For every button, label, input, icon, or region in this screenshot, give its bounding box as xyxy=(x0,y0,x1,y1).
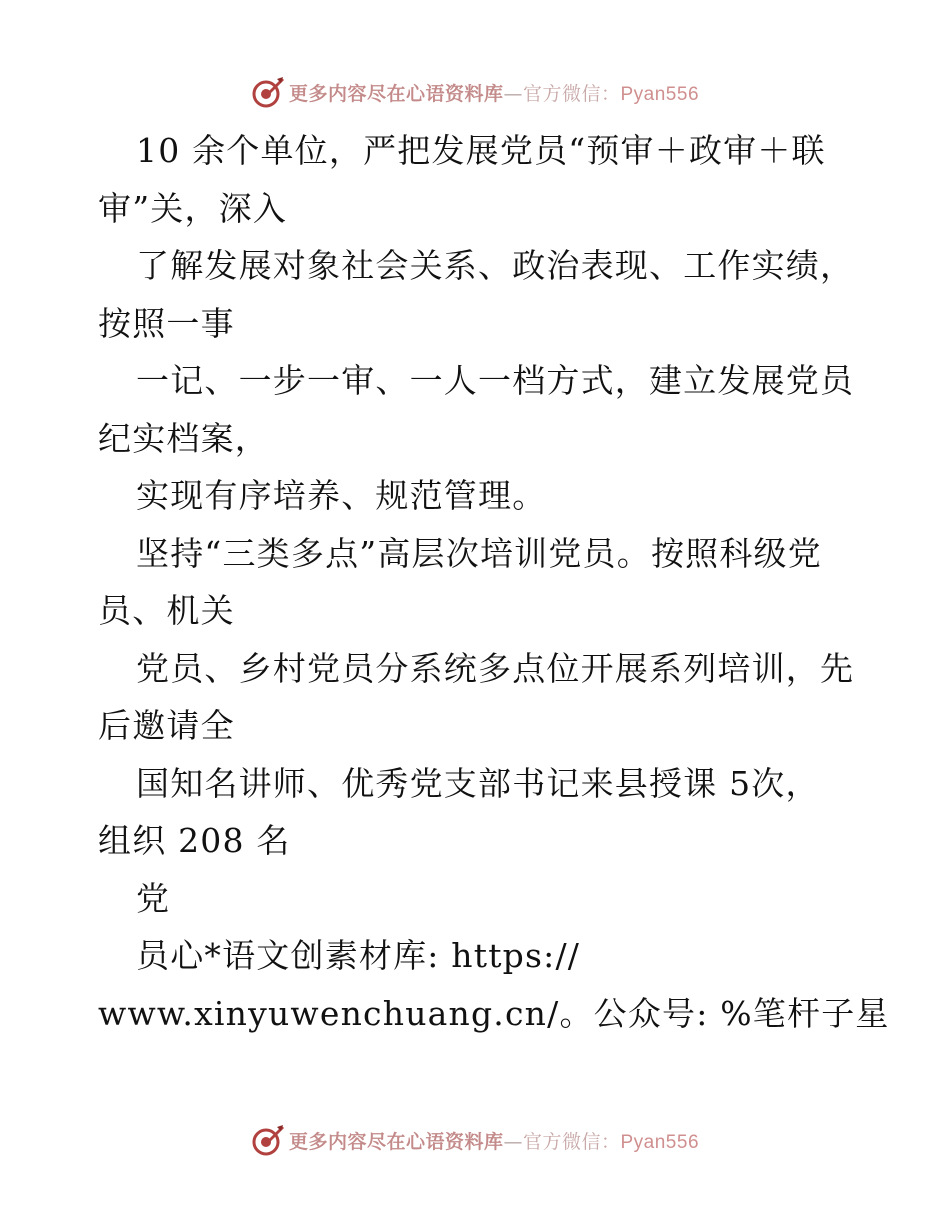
header-watermark xyxy=(0,72,950,112)
text-line: 10 余个单位，严把发展党员“预审＋政审＋联 xyxy=(136,131,826,170)
watermark-wechat-id: Pyan556 xyxy=(620,83,700,105)
text-line: 组织 208 名 xyxy=(98,821,291,860)
text-line: 党员、乡村党员分系统多点位开展系列培训，先 xyxy=(136,648,855,688)
text-line: 党 xyxy=(136,878,171,918)
text-line: 按照一事 xyxy=(98,303,235,343)
watermark-text xyxy=(289,79,699,106)
watermark-official-label: 官方微信： xyxy=(522,82,621,105)
text-line: 一记、一步一审、一人一档方式，建立发展党员 xyxy=(136,361,855,400)
watermark-official-label: 官方微信： xyxy=(522,1130,621,1153)
watermark-brand: 更多内容尽在心语资料库 xyxy=(288,1130,504,1153)
footer-watermark xyxy=(0,1120,950,1160)
text-line: 纪实档案， xyxy=(98,418,269,458)
watermark-text xyxy=(289,1127,699,1154)
text-line: 实现有序培养、规范管理。 xyxy=(136,476,547,515)
text-line: 员心*语文创素材库: https:// xyxy=(136,936,581,975)
quill-seal-icon xyxy=(251,1123,285,1157)
watermark-brand: 更多内容尽在心语资料库 xyxy=(288,82,504,105)
watermark-separator: — xyxy=(503,82,523,105)
quill-seal-icon xyxy=(251,75,285,109)
text-line: 员、机关 xyxy=(98,591,235,630)
text-line: 坚持“三类多点”高层次培训党员。按照科级党 xyxy=(136,533,822,573)
watermark-separator: — xyxy=(503,1130,523,1153)
text-line: 了解发展对象社会关系、政治表现、工作实绩， xyxy=(136,246,855,285)
watermark-wechat-id: Pyan556 xyxy=(620,1131,700,1153)
text-line: www.xinyuwenchuang.cn/。公众号: %笔杆子星 xyxy=(98,993,890,1033)
text-line: 国知名讲师、优秀党支部书记来县授课 5次， xyxy=(136,763,820,803)
text-line: 审”关，深入 xyxy=(98,188,288,228)
text-line: 后邀请全 xyxy=(98,706,235,745)
document-body xyxy=(98,122,890,1042)
